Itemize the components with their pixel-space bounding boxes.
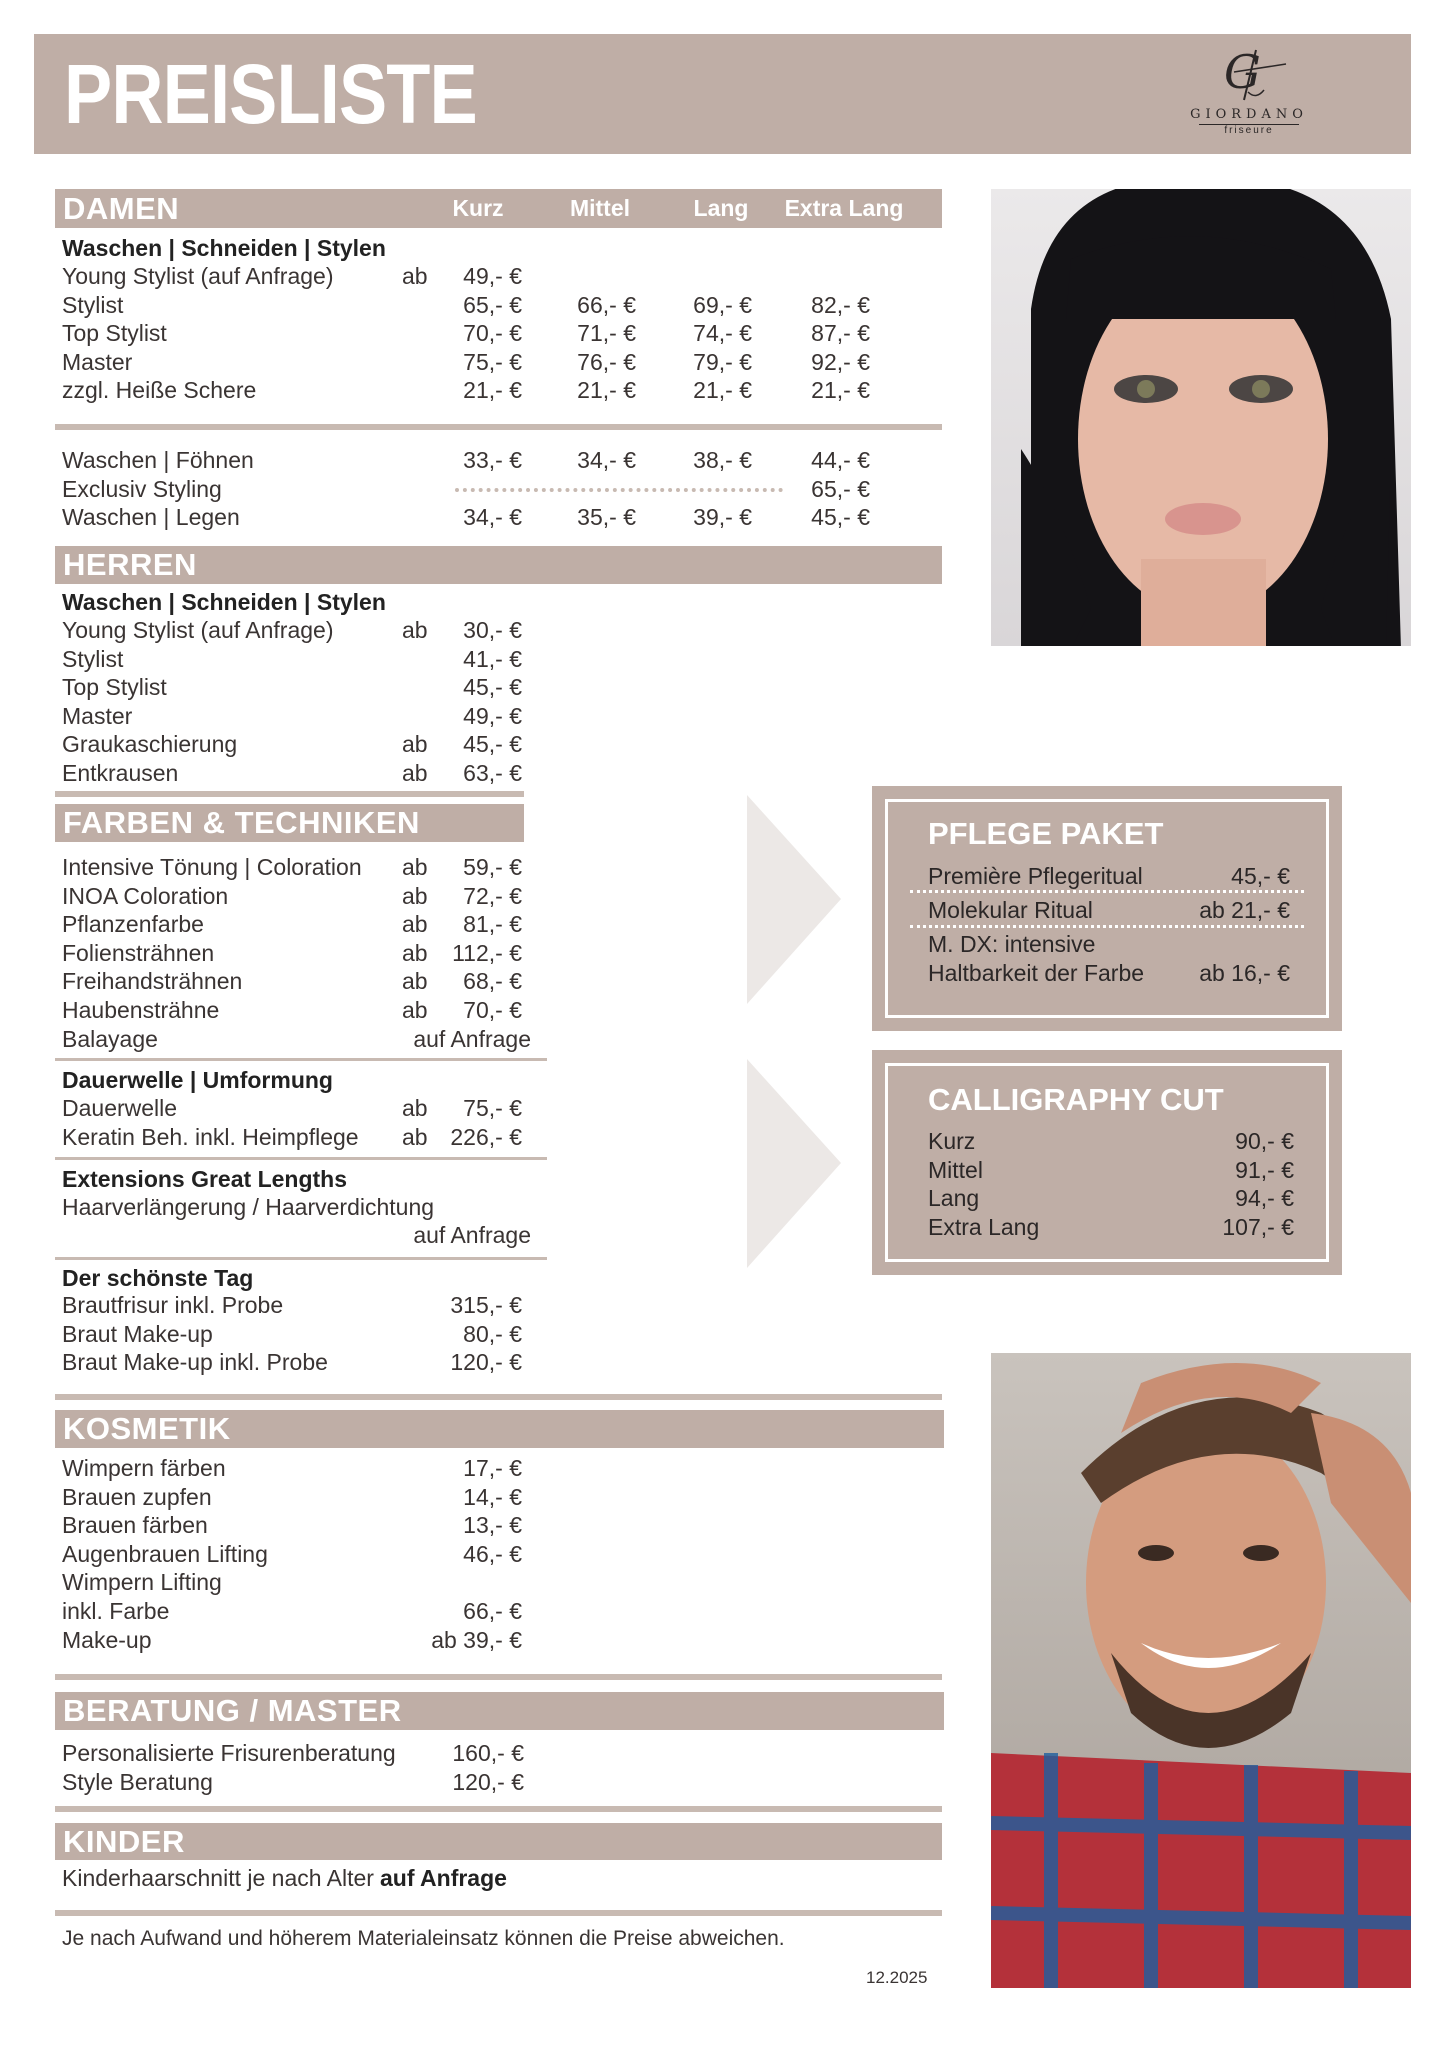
box-item-price: 107,- € [1222,1214,1294,1240]
group-heading: Waschen | Schneiden | Stylen [62,589,386,615]
box-item-price: ab 16,- € [1199,960,1290,986]
service-label: INOA Coloration [62,882,229,909]
divider [55,1806,942,1812]
price-value: 13,- € [463,1512,522,1539]
price-prefix: ab [402,1095,428,1121]
price-value: 160,- € [452,1740,524,1766]
dotted-leader [455,488,783,492]
service-label: Waschen | Legen [62,504,240,531]
service-label: Stylist [62,645,124,672]
price-value: 14,- € [463,1483,522,1510]
group-heading: Extensions Great Lengths [62,1166,348,1192]
box-title: CALLIGRAPHY CUT [928,1082,1224,1117]
price-prefix: ab [402,1123,428,1150]
box-title: PFLEGE PAKET [928,816,1164,851]
service-label: Pflanzenfarbe [62,911,204,938]
divider [55,1674,942,1680]
service-label: Balayage [62,1025,158,1052]
section-title: KOSMETIK [63,1411,231,1446]
price-prefix: ab [402,911,428,938]
price-value: 82,- € [811,291,870,318]
price-prefix: ab [402,854,428,880]
price-value: 49,- € [463,702,522,729]
divider [55,424,942,430]
service-label: Young Stylist (auf Anfrage) [62,263,334,289]
price-value: 80,- € [463,1320,522,1347]
price-value: 33,- € [463,447,522,473]
price-value: 59,- € [463,854,522,880]
service-label: Waschen | Föhnen [62,447,254,473]
box-item-price: 90,- € [1235,1128,1294,1154]
section-title: KINDER [63,1823,185,1859]
service-label: Keratin Beh. inkl. Heimpflege [62,1123,359,1150]
service-label: Make-up [62,1626,152,1653]
logo-sub: friseure [1224,125,1274,136]
service-label: Master [62,702,133,729]
price-value: 75,- € [463,1095,522,1121]
dotted-separator [910,925,1304,928]
box-item-label: Extra Lang [928,1214,1040,1240]
box-item-label: Lang [928,1185,980,1211]
price-value: 70,- € [463,997,522,1023]
column-header: Mittel [569,195,631,221]
box-item-price: 45,- € [1231,863,1290,889]
box-item-price: ab 21,- € [1199,897,1290,923]
service-label: inkl. Farbe [62,1598,170,1624]
kinder-text: Kinderhaarschnitt je nach Alter [62,1865,374,1891]
price-value: 21,- € [577,377,636,404]
column-header: Lang [693,195,749,221]
price-value: 69,- € [693,291,752,318]
box-item-label: Molekular Ritual [928,897,1093,923]
price-value: 70,- € [463,320,522,347]
service-label: Foliensträhnen [62,939,215,966]
service-label: Brautfrisur inkl. Probe [62,1292,284,1318]
box-item-label: Mittel [928,1157,983,1183]
column-header: Kurz [452,195,504,221]
price-value: 46,- € [463,1540,522,1567]
section-damen-header [55,189,942,228]
logo-monogram-icon [1164,42,1334,102]
price-value: ab 39,- € [431,1626,522,1653]
section-kinder-header [55,1823,942,1860]
price-value: 35,- € [577,504,636,531]
dotted-separator [910,890,1304,893]
service-label: Freihandsträhnen [62,968,243,995]
price-value: 38,- € [693,447,752,473]
price-value: 45,- € [463,674,522,701]
service-label: Personalisierte Frisurenberatung [62,1740,396,1766]
arrow-right-icon [747,1059,842,1269]
arrow-right-icon [747,795,842,1005]
svg-text:G: G [1224,45,1261,99]
service-label: Augenbrauen Lifting [62,1540,268,1567]
price-value: 87,- € [811,320,870,347]
price-value: 92,- € [811,348,870,375]
service-label: Haarverlängerung / Haarverdichtung [62,1194,435,1220]
price-value: 112,- € [452,939,522,966]
service-label: Master [62,348,133,375]
section-herren-header [55,546,942,584]
price-value: 65,- € [463,291,522,318]
price-prefix: ab [402,882,428,909]
price-value: auf Anfrage [413,1222,531,1248]
divider [55,1157,547,1160]
box-item-label: Première Pflegeritual [928,863,1143,889]
price-prefix: ab [402,760,428,786]
price-value: 120,- € [450,1349,522,1376]
divider [55,1257,547,1260]
service-label: Wimpern Lifting [62,1569,222,1596]
price-value: 74,- € [693,320,752,347]
group-heading: Dauerwelle | Umformung [62,1067,333,1093]
divider [55,791,524,797]
service-label: Dauerwelle [62,1095,178,1121]
price-value: 315,- € [450,1292,522,1318]
price-prefix: ab [402,263,428,289]
price-value: 75,- € [463,348,522,375]
divider [55,1394,942,1400]
footer-date: 12.2025 [866,1968,928,1987]
price-value: 45,- € [811,504,870,531]
section-beratung-header [55,1692,944,1730]
group-heading: Waschen | Schneiden | Stylen [62,235,386,261]
section-title: BERATUNG / MASTER [63,1693,402,1728]
price-prefix: ab [402,731,428,758]
price-value: 65,- € [811,475,870,502]
price-value: 34,- € [577,447,636,473]
brand-logo [1164,42,1334,148]
service-label: Braut Make-up [62,1320,213,1347]
service-label: Entkrausen [62,760,179,786]
price-prefix: ab [402,968,428,995]
price-value: 81,- € [463,911,522,938]
man-portrait-photo [991,1353,1411,1988]
service-label: Brauen zupfen [62,1483,212,1510]
section-title: FARBEN & TECHNIKEN [63,805,420,840]
price-prefix: ab [402,939,428,966]
price-value: 79,- € [693,348,752,375]
price-value: 66,- € [577,291,636,318]
price-value: 72,- € [463,882,522,909]
divider [55,1058,547,1061]
divider [55,1910,942,1916]
price-value: 41,- € [463,645,522,672]
box-item-label: M. DX: intensive [928,931,1096,957]
logo-name: GIORDANO [1190,107,1308,122]
price-value: 120,- € [452,1768,524,1795]
price-value: 226,- € [450,1123,522,1150]
group-heading: Der schönste Tag [62,1265,254,1291]
box-item-price: 94,- € [1235,1185,1294,1211]
price-value: auf Anfrage [413,1025,531,1052]
service-label: Haubensträhne [62,997,220,1023]
price-value: 66,- € [463,1598,522,1624]
price-value: 21,- € [811,377,870,404]
service-label: Brauen färben [62,1512,208,1539]
price-value: 30,- € [463,617,522,643]
service-label: zzgl. Heiße Schere [62,377,257,404]
price-value: 44,- € [811,447,870,473]
woman-portrait-photo [991,189,1411,646]
column-header: Extra Lang [784,195,904,221]
service-label: Braut Make-up inkl. Probe [62,1349,328,1376]
box-item-label: Kurz [928,1128,976,1154]
calligraphy-cut-box [872,1050,1342,1275]
service-label: Top Stylist [62,320,167,347]
page-title: PREISLISTE [64,47,477,141]
service-label: Exclusiv Styling [62,475,222,502]
header-banner [34,34,1411,154]
service-label: Style Beratung [62,1768,213,1795]
service-label: Intensive Tönung | Coloration [62,854,362,880]
price-prefix: ab [402,617,428,643]
price-value: 68,- € [463,968,522,995]
service-label: Young Stylist (auf Anfrage) [62,617,334,643]
price-value: 76,- € [577,348,636,375]
service-label: Top Stylist [62,674,167,701]
service-label: Stylist [62,291,124,318]
price-value: 21,- € [693,377,752,404]
service-label: Wimpern färben [62,1455,226,1481]
section-kosmetik-header [55,1410,944,1448]
box-item-price: 91,- € [1235,1157,1294,1183]
kinder-text-bold: auf Anfrage [380,1865,507,1891]
price-value: 21,- € [463,377,522,404]
price-value: 39,- € [693,504,752,531]
price-value: 49,- € [463,263,522,289]
footer-note: Je nach Aufwand und höherem Materialeinsatz können die Preise abweichen. [62,1927,785,1950]
price-value: 17,- € [463,1455,522,1481]
section-title: DAMEN [63,190,180,226]
price-value: 71,- € [577,320,636,347]
price-value: 63,- € [463,760,522,786]
service-label: Graukaschierung [62,731,238,758]
price-prefix: ab [402,997,428,1023]
box-item-label: Haltbarkeit der Farbe [928,960,1145,986]
price-value: 34,- € [463,504,522,531]
price-value: 45,- € [463,731,522,758]
pflege-paket-box [872,786,1342,1031]
section-title: HERREN [63,547,197,582]
section-farben-header [55,804,524,842]
